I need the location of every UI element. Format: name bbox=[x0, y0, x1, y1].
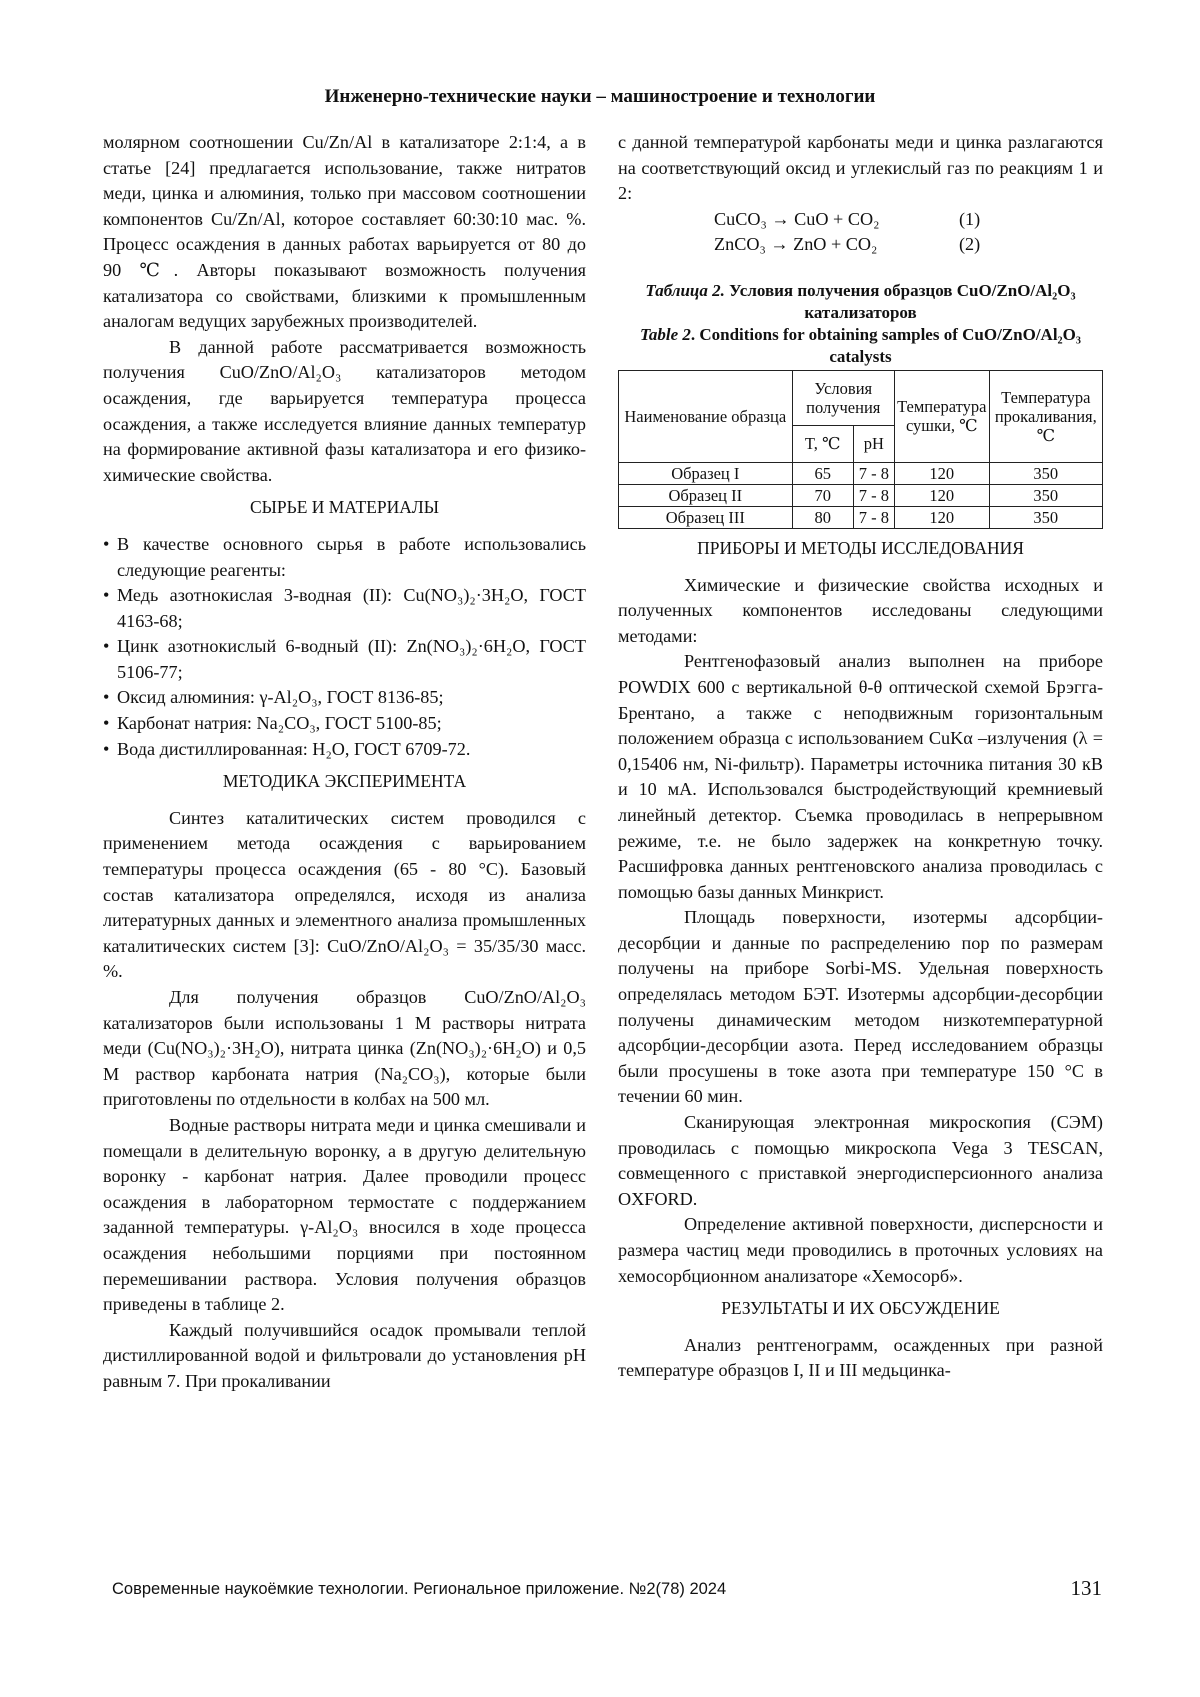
equation bbox=[618, 207, 1103, 233]
cell-dry: 120 bbox=[894, 506, 989, 528]
cell-t: 80 bbox=[792, 506, 853, 528]
section-heading: МЕТОДИКА ЭКСПЕРИМЕНТА bbox=[222, 771, 467, 792]
conditions-table bbox=[618, 370, 1103, 529]
col-header-name: Наименование образца bbox=[619, 370, 793, 462]
cell-t: 65 bbox=[792, 462, 853, 484]
equation bbox=[618, 232, 1103, 258]
caption-text-en: . Conditions for obtaining samples of CuO/ZnO/Al₂O₃ catalysts bbox=[690, 324, 1081, 366]
cell-name: Образец III bbox=[619, 506, 793, 528]
paragraph: Сканирующая электронная микроскопия (СЭМ) проводилась с помощью микроскопа Vega 3 TESCAN, совмещенного с приставкой энергодисперсионного анализа OXFORD. bbox=[618, 1112, 1103, 1209]
list-item: • Оксид алюминия: γ-Al₂O₃, ГОСТ 8136-85; bbox=[103, 685, 586, 711]
journal-name: Современные наукоёмкие технологии. Региональное приложение. №2(78) 2024 bbox=[112, 1580, 727, 1598]
paragraph: Синтез каталитических систем проводился с применением метода осаждения с варьированием температуры процесса осаждения (65 - 80 °C). Базовый состав катализатора определялся, исходя из анализа литературных данных и элементного анализа промышленных каталитических систем [3]: CuO/ZnO/Al₂O₃ = 35/35/30 масс. %. bbox=[103, 807, 586, 982]
paragraph: Площадь поверхности, изотермы адсорбции-десорбции и данные по распределению пор по размерам получены на приборе Sorbi-MS. Удельная поверхность определялась методом БЭТ. Изотермы адсорбции-десорбции получены динамическим методом низкотемпературной адсорбции-десорбции азота. Перед исследованием образцы были просушены в токе азота при температуре 150 °C в течении 60 мин. bbox=[618, 907, 1103, 1107]
col-header-drying: Температура сушки, ℃ bbox=[894, 370, 989, 462]
list-item: • В качестве основного сырья в работе использовались следующие реагенты: bbox=[103, 532, 586, 583]
paragraph: Химические и физические свойства исходных и полученных компонентов исследованы следующими методами: bbox=[618, 574, 1103, 646]
reagent-list bbox=[103, 532, 586, 762]
paragraph: Водные растворы нитрата меди и цинка смешивали и помещали в делительную воронку, а в другую делительную воронку - карбонат натрия. Далее проводили процесс осаждения в лабораторном термостате с поддержанием заданной температуры. γ-Al₂O₃ вносился в ходе процесса осаждения небольшими порциями при постоянном перемешивании раствора. Условия получения образцов приведены в таблице 2. bbox=[103, 1114, 586, 1315]
equation-formula: ZnCO₃ → ZnO + CO₂ bbox=[714, 234, 878, 255]
paragraph: Определение активной поверхности, дисперсности и размера частиц меди проводились в проточных условиях на хемосорбционном анализаторе «Хемосорб». bbox=[618, 1214, 1103, 1286]
cell-name: Образец II bbox=[619, 484, 793, 506]
paragraph: Рентгенофазовый анализ выполнен на приборе POWDIX 600 с вертикальной θ-θ оптической схемой Брэгга-Брентано, а также с неподвижным горизонтальным положением образца с использованием CuKα –излучения (λ = 0,15406 нм, Ni-фильтр). Параметры источника питания 30 кВ и 10 мА. Использовался быстродействующий кремниевый линейный детектор. Съемка проводилась в непрерывном режиме, т.е. не было задержек на конкретную точку. Расшифровка данных рентгеновского анализа проводилась с помощью базы данных Минкрист. bbox=[618, 651, 1103, 902]
caption-label-ru: Таблица 2. bbox=[645, 280, 725, 300]
list-item: • Медь азотнокислая 3-водная (II): Cu(NO₃)₂·3H₂O, ГОСТ 4163-68; bbox=[103, 583, 586, 634]
caption-label-en: Table 2 bbox=[640, 324, 691, 344]
cell-t: 70 bbox=[792, 484, 853, 506]
cell-ph: 7 - 8 bbox=[853, 506, 894, 528]
col-header-conditions: Условия получения bbox=[792, 370, 894, 425]
paragraph: В данной работе рассматривается возможность получения CuO/ZnO/Al₂O₃ катализаторов методом осаждения, где варьируется температура процесса осаждения, а также исследуется влияние данных температур на формирование активной фазы катализатора и его физико-химические свойства. bbox=[103, 336, 586, 485]
cell-name: Образец I bbox=[619, 462, 793, 484]
col-header-ph: pH bbox=[853, 425, 894, 462]
list-item: • Карбонат натрия: Na₂CO₃, ГОСТ 5100-85; bbox=[103, 711, 586, 737]
page-footer bbox=[112, 1576, 1102, 1600]
cell-calc: 350 bbox=[989, 462, 1102, 484]
right-column bbox=[618, 130, 1103, 1384]
paragraph: молярном соотношении Cu/Zn/Al в катализаторе 2:1:4, а в статье [24] предлагается использование, также нитратов меди, цинка и алюминия, только при массовом соотношении компонентов Cu/Zn/Al, которое составляет 60:30:10 мас. %. Процесс осаждения в данных работах варьируется от 80 до 90 ℃. Авторы показывают возможность получения катализатора со свойствами, близкими к промышленным аналогам ведущих зарубежных производителей. bbox=[103, 132, 586, 332]
paragraph: с данной температурой карбонаты меди и цинка разлагаются на соответствующий оксид и углекислый газ по реакциям 1 и 2: bbox=[618, 132, 1103, 204]
section-heading: РЕЗУЛЬТАТЫ И ИХ ОБСУЖДЕНИЕ bbox=[721, 1298, 1000, 1319]
cell-calc: 350 bbox=[989, 506, 1102, 528]
equation-formula: CuCO₃ → CuO + CO₂ bbox=[714, 208, 880, 229]
paragraph: Каждый получившийся осадок промывали теплой дистиллированной водой и фильтровали до установления pH равным 7. При прокаливании bbox=[103, 1319, 586, 1391]
caption-text-ru: Условия получения образцов CuO/ZnO/Al₂O₃ катализаторов bbox=[729, 280, 1076, 322]
table-caption bbox=[618, 280, 1103, 368]
page-number: 131 bbox=[1070, 1576, 1102, 1600]
table-row bbox=[619, 462, 1103, 484]
table-row bbox=[619, 506, 1103, 528]
col-header-calcination: Температура прокаливания, ℃ bbox=[989, 370, 1102, 462]
list-item: • Цинк азотнокислый 6-водный (II): Zn(NO₃)₂·6H₂O, ГОСТ 5106-77; bbox=[103, 634, 586, 685]
cell-dry: 120 bbox=[894, 484, 989, 506]
cell-ph: 7 - 8 bbox=[853, 484, 894, 506]
col-header-t: T, ℃ bbox=[792, 425, 853, 462]
paragraph: Анализ рентгенограмм, осажденных при разной температуре образцов I, II и III медьцинка- bbox=[618, 1334, 1103, 1381]
table-row bbox=[619, 484, 1103, 506]
running-header: Инженерно-технические науки – машиностроение и технологии bbox=[324, 86, 876, 107]
paragraph: Для получения образцов CuO/ZnO/Al₂O₃ катализаторов были использованы 1 М растворы нитрата меди (Cu(NO₃)₂·3H₂O), нитрата цинка (Zn(NO₃)₂·6H₂O) и 0,5 М раствор карбоната натрия (Na₂CO₃), которые были приготовлены по отдельности в колбах на 500 мл. bbox=[103, 987, 586, 1110]
section-heading: СЫРЬЕ И МАТЕРИАЛЫ bbox=[250, 497, 439, 518]
section-heading: ПРИБОРЫ И МЕТОДЫ ИССЛЕДОВАНИЯ bbox=[697, 537, 1024, 558]
cell-dry: 120 bbox=[894, 462, 989, 484]
equation-number: (2) bbox=[959, 234, 981, 255]
left-column bbox=[103, 130, 586, 1395]
equation-number: (1) bbox=[959, 208, 981, 229]
list-item: • Вода дистиллированная: H₂O, ГОСТ 6709-72. bbox=[103, 737, 586, 763]
cell-calc: 350 bbox=[989, 484, 1102, 506]
cell-ph: 7 - 8 bbox=[853, 462, 894, 484]
